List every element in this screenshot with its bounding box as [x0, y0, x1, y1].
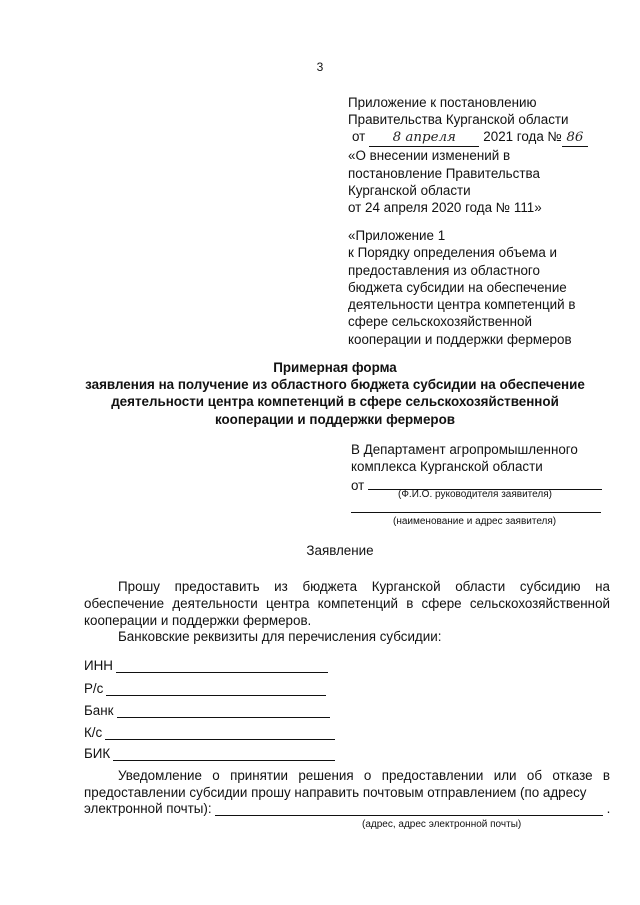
page-number: 3 — [316, 60, 324, 74]
handwritten-number: 86 — [562, 131, 588, 147]
inn-row — [84, 658, 328, 673]
bik-label: БИК — [84, 746, 111, 761]
sub-appendix-line-1: «Приложение 1 — [348, 228, 446, 243]
form-title-line-1: Примерная форма — [273, 360, 397, 375]
appendix-line-6: Курганской области — [348, 182, 471, 198]
appendix-line-5: постановление Правительства — [348, 165, 540, 181]
appendix-block — [348, 94, 588, 216]
caption-head-name: (Ф.И.О. руководителя заявителя) — [398, 489, 552, 500]
trailing-mark: . — [606, 801, 611, 816]
sub-appendix-block — [348, 227, 575, 348]
bank-row — [84, 703, 330, 718]
bank-label: Банк — [84, 703, 114, 718]
statement-heading: Заявление — [306, 543, 374, 558]
sub-appendix-line-2: к Порядку определения объема и — [348, 245, 557, 261]
applicant-name-field[interactable] — [351, 512, 601, 513]
sub-appendix-line-4: бюджета субсидии на обеспечение — [348, 279, 567, 295]
appendix-line-2: Правительства Курганской области — [348, 112, 569, 128]
form-title — [60, 359, 610, 428]
corr-account-row — [84, 725, 335, 740]
caption-email: (адрес, адрес электронной почты) — [362, 819, 522, 830]
email-line — [84, 801, 610, 816]
corr-account-label: К/с — [84, 725, 103, 740]
request-paragraph: Прошу предоставить из бюджета Курганской области субсидию на обеспечение деятельности центра компетенций в сфере сельскохозяйственной кооперации и поддержки фермеров. — [84, 579, 610, 628]
form-title-line-2: заявления на получение из областного бюджета субсидии на обеспечение — [85, 377, 585, 393]
appendix-date-line — [348, 128, 588, 147]
sub-appendix-line-3: предоставления из областного — [348, 262, 540, 278]
email-label: электронной почты): — [84, 801, 212, 816]
caption-applicant-name: (наименование и адрес заявителя) — [393, 516, 557, 527]
appendix-line-1: Приложение к постановлению — [348, 95, 537, 110]
appendix-from: от — [352, 129, 366, 145]
corr-account-field[interactable] — [105, 727, 335, 740]
bank-details-intro: Банковские реквизиты для перечисления субсидии: — [118, 629, 442, 644]
account-row — [84, 681, 326, 696]
account-label: Р/с — [84, 681, 104, 696]
form-title-line-4: кооперации и поддержки фермеров — [214, 411, 456, 427]
sub-appendix-line-7: кооперации и поддержки фермеров — [348, 331, 572, 347]
bank-field[interactable] — [117, 705, 330, 718]
email-field[interactable] — [215, 803, 603, 816]
appendix-year: 2021 года № — [483, 129, 562, 145]
head-name-field[interactable] — [368, 476, 602, 490]
sub-appendix-line-5: деятельности центра компетенций в — [348, 297, 576, 313]
bik-row — [84, 746, 335, 761]
appendix-line-7: от 24 апреля 2020 года № 111» — [348, 200, 542, 216]
notification-paragraph: Уведомление о принятии решения о предоставлении или об отказе в предоставлении субсидии прошу направить почтовым отправлением (по адресу — [84, 768, 610, 800]
addressee-from: от — [351, 477, 365, 493]
appendix-line-4: «О внесении изменений в — [348, 148, 511, 164]
inn-label: ИНН — [84, 658, 113, 673]
form-title-line-3: деятельности центра компетенций в сфере сельскохозяйственной — [111, 394, 559, 410]
addressee-block — [351, 441, 602, 494]
handwritten-date: 8 апреля — [369, 131, 479, 147]
inn-field[interactable] — [116, 660, 328, 673]
bik-field[interactable] — [113, 748, 335, 761]
addressee-line-1: В Департамент агропромышленного — [351, 442, 578, 457]
sub-appendix-line-6: сфере сельскохозяйственной — [348, 314, 532, 330]
account-field[interactable] — [106, 683, 326, 696]
addressee-line-2: комплекса Курганской области — [351, 459, 543, 475]
